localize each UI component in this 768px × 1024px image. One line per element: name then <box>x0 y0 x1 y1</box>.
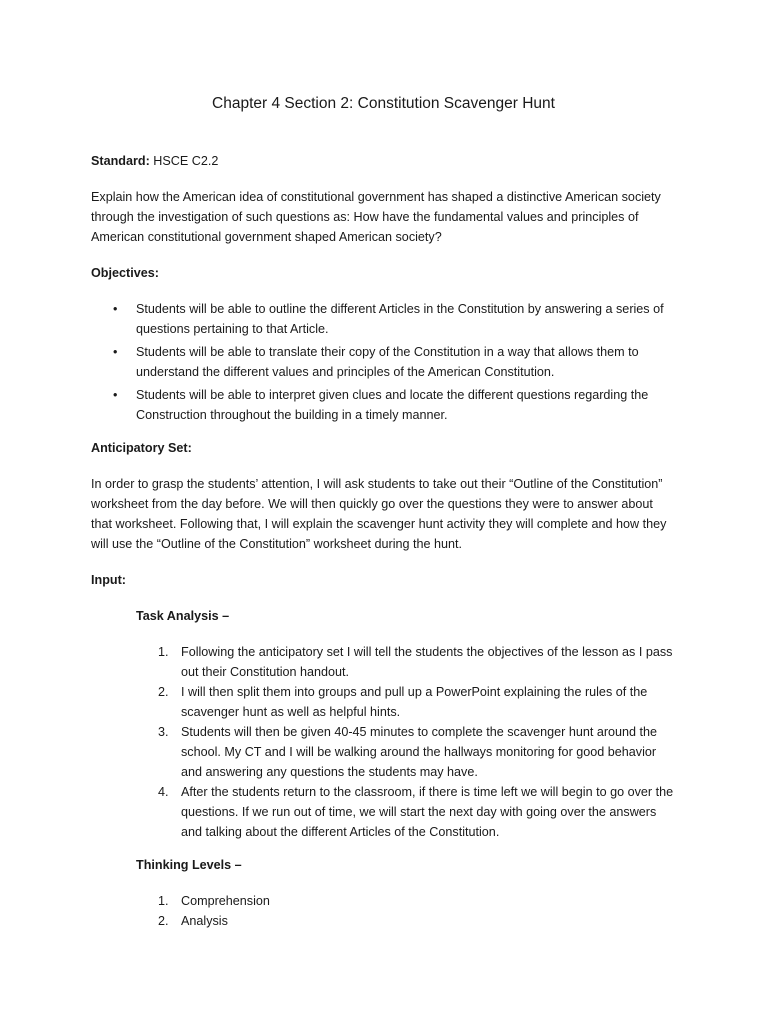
standard-description: Explain how the American idea of constitutional government has shaped a distinctive American society through the investigation of such questions as: How have the fundamental values and principles of American constitutional government shaped American society? <box>91 190 661 244</box>
objective-item <box>91 342 676 382</box>
anticipatory-set-heading: Anticipatory Set: <box>91 441 192 455</box>
task-text: Following the anticipatory set I will tell the students the objectives of the lesson as I pass out their Constitution handout. <box>181 645 673 679</box>
list-number: 4. <box>158 785 169 799</box>
thinking-levels-list <box>91 891 676 931</box>
thinking-level-text: Comprehension <box>181 894 270 908</box>
list-number: 2. <box>158 685 169 699</box>
standard-label: Standard: <box>91 154 150 168</box>
document-title: Chapter 4 Section 2: Constitution Scavenger Hunt <box>212 95 555 112</box>
task-analysis-heading: Task Analysis – <box>136 609 230 623</box>
task-analysis-list <box>91 642 676 842</box>
objective-text: Students will be able to interpret given clues and locate the different questions regarding the Construction throughout the building in a timely manner. <box>136 388 649 422</box>
task-text: Students will then be given 40-45 minutes to complete the scavenger hunt around the school. My CT and I will be walking around the hallways monitoring for good behavior and answering any questions the students may have. <box>181 725 658 779</box>
task-item <box>91 682 676 722</box>
objectives-heading: Objectives: <box>91 266 159 280</box>
input-heading: Input: <box>91 573 126 587</box>
objective-item <box>91 385 676 425</box>
thinking-level-item <box>91 891 676 911</box>
bullet-icon: • <box>113 345 118 359</box>
objective-text: Students will be able to outline the different Articles in the Constitution by answering a series of questions pertaining to that Article. <box>136 302 664 336</box>
task-text: I will then split them into groups and pull up a PowerPoint explaining the rules of the scavenger hunt as well as helpful hints. <box>181 685 648 719</box>
objective-item <box>91 299 676 339</box>
list-number: 2. <box>158 914 169 928</box>
objective-text: Students will be able to translate their copy of the Constitution in a way that allows them to understand the different values and principles of the American Constitution. <box>136 345 639 379</box>
list-number: 3. <box>158 725 169 739</box>
standard-value: HSCE C2.2 <box>153 154 219 168</box>
task-text: After the students return to the classroom, if there is time left we will begin to go over the questions. If we run out of time, we will start the next day with going over the answers and talking about the different Articles of the Constitution. <box>181 785 674 839</box>
standard-line <box>91 151 676 171</box>
thinking-levels-heading: Thinking Levels – <box>136 858 242 872</box>
list-number: 1. <box>158 894 169 908</box>
task-item <box>91 642 676 682</box>
list-number: 1. <box>158 645 169 659</box>
thinking-level-item <box>91 911 676 931</box>
task-item <box>91 782 676 842</box>
anticipatory-set-text: In order to grasp the students’ attention, I will ask students to take out their “Outline of the Constitution” worksheet from the day before. We will then quickly go over the questions they were to answer about that worksheet. Following that, I will explain the scavenger hunt activity they will complete and how they will use the “Outline of the Constitution” worksheet during the hunt. <box>91 477 667 551</box>
task-item <box>91 722 676 782</box>
bullet-icon: • <box>113 302 118 316</box>
thinking-level-text: Analysis <box>181 914 228 928</box>
bullet-icon: • <box>113 388 118 402</box>
objectives-list <box>91 299 676 425</box>
